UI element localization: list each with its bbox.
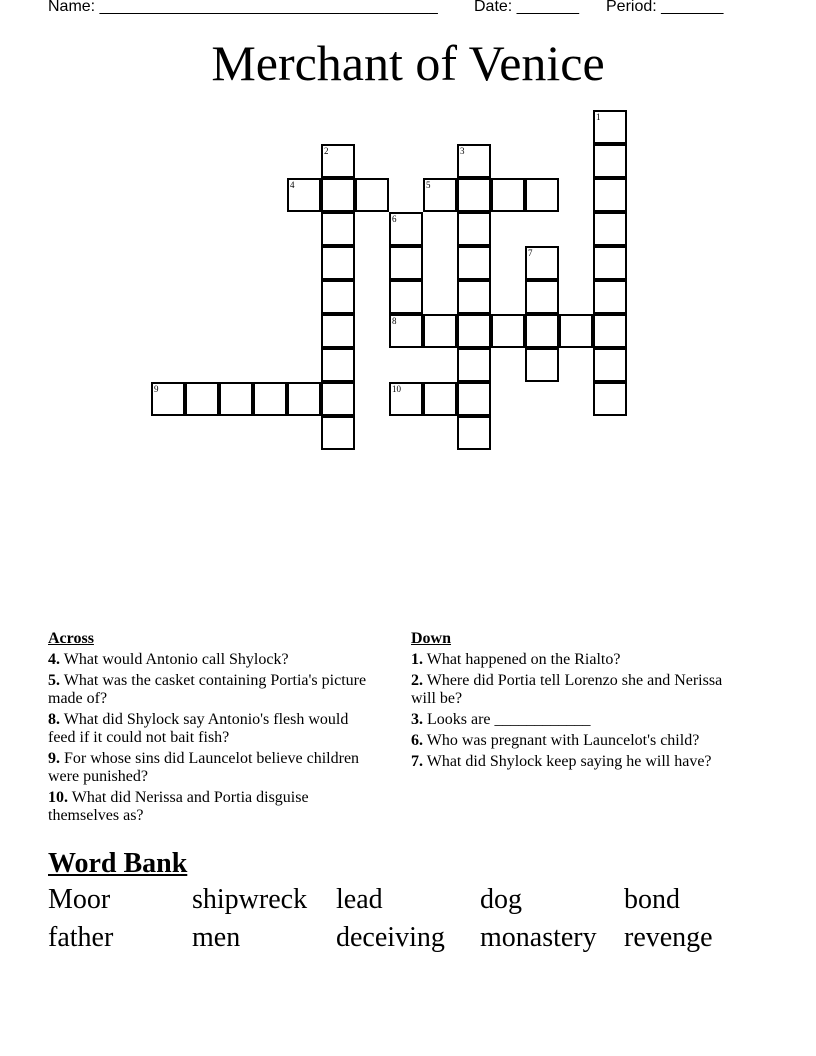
word-bank-word: monastery [480,922,597,953]
clue-number: 3. [411,711,423,728]
clue-number: 4. [48,651,60,668]
crossword-cell[interactable] [593,314,627,348]
crossword-cell[interactable] [321,382,355,416]
clue-number-label: 8 [392,316,397,326]
crossword-cell[interactable] [593,178,627,212]
clue-number-label: 7 [528,248,533,258]
down-heading: Down [411,630,452,647]
crossword-cell[interactable] [287,178,321,212]
word-bank-word: dog [480,884,522,915]
clue-number: 9. [48,750,60,767]
word-bank-word: men [192,922,241,953]
crossword-cell[interactable] [457,178,491,212]
crossword-cell[interactable] [185,382,219,416]
crossword-cell[interactable] [321,212,355,246]
crossword-cell[interactable] [423,314,457,348]
word-bank-title: Word Bank [48,848,188,879]
word-bank-word: deceiving [336,922,445,953]
across-heading: Across [48,630,94,647]
crossword-cell[interactable] [593,212,627,246]
down-clue [411,672,741,708]
crossword-cell[interactable] [423,178,457,212]
clue-number-label: 10 [392,384,401,394]
clue-number: 2. [411,672,423,689]
clue-number-label: 3 [460,146,465,156]
crossword-cell[interactable] [525,246,559,280]
down-clues [411,630,741,774]
crossword-cell[interactable] [321,246,355,280]
across-clues [48,630,378,828]
word-bank-word: shipwreck [192,884,308,915]
crossword-cell[interactable] [151,382,185,416]
clue-number: 1. [411,651,423,668]
clue-number-label: 2 [324,146,329,156]
clue-number-label: 4 [290,180,295,190]
clue-text: What was the casket containing Portia's picture made of? [48,672,367,707]
crossword-cell[interactable] [593,144,627,178]
crossword-cell[interactable] [457,348,491,382]
crossword-cell[interactable] [593,348,627,382]
across-clue [48,750,378,786]
crossword-cell[interactable] [457,144,491,178]
clue-text: What did Shylock keep saying he will have? [426,753,712,770]
crossword-cell[interactable] [457,416,491,450]
crossword-cell[interactable] [525,348,559,382]
down-clue [411,753,741,771]
crossword-cell[interactable] [559,314,593,348]
crossword-cell[interactable] [321,348,355,382]
crossword-cell[interactable] [593,110,627,144]
crossword-cell[interactable] [593,246,627,280]
page-title: Merchant of Venice [211,35,605,91]
crossword-cell[interactable] [389,280,423,314]
word-bank-word: revenge [624,922,713,953]
clue-text: What would Antonio call Shylock? [63,651,289,668]
clue-text: Where did Portia tell Lorenzo she and Nerissa will be? [411,672,723,707]
across-clue [48,651,378,669]
crossword-cell[interactable] [491,314,525,348]
word-bank-word: Moor [48,884,111,915]
crossword-cell[interactable] [219,382,253,416]
clue-text: Who was pregnant with Launcelot's child? [426,732,700,749]
clue-text: What did Nerissa and Portia disguise themselves as? [48,789,309,824]
word-bank-word: lead [336,884,383,915]
crossword-cell[interactable] [457,314,491,348]
crossword-cell[interactable] [457,212,491,246]
clue-number: 5. [48,672,60,689]
clue-text: Looks are ____________ [427,711,591,728]
crossword-cell[interactable] [253,382,287,416]
crossword-cell[interactable] [457,280,491,314]
clue-number-label: 5 [426,180,431,190]
crossword-cell[interactable] [321,178,355,212]
crossword-cell[interactable] [389,314,423,348]
across-clue [48,711,378,747]
clue-number: 10. [48,789,68,806]
clue-number-label: 1 [596,112,601,122]
word-bank-word: bond [624,884,680,915]
clue-text: What happened on the Rialto? [426,651,621,668]
period-field[interactable]: Period: _______ [606,0,724,15]
crossword-cell[interactable] [423,382,457,416]
crossword-cell[interactable] [287,382,321,416]
clue-number-label: 9 [154,384,159,394]
crossword-cell[interactable] [457,246,491,280]
clue-text: What did Shylock say Antonio's flesh would feed if it could not bait fish? [48,711,349,746]
across-clue [48,789,378,825]
clue-text: For whose sins did Launcelot believe children were punished? [48,750,360,785]
clue-number: 8. [48,711,60,728]
crossword-cell[interactable] [525,280,559,314]
crossword-grid [0,0,816,470]
name-field[interactable]: Name: ______________________________________ [48,0,438,15]
date-field[interactable]: Date: _______ [474,0,579,15]
crossword-cell[interactable] [355,178,389,212]
crossword-cell[interactable] [457,382,491,416]
down-clue [411,651,741,669]
crossword-cell[interactable] [593,280,627,314]
down-clue [411,711,741,729]
crossword-cell[interactable] [389,382,423,416]
crossword-cell[interactable] [525,178,559,212]
across-clue [48,672,378,708]
clue-number-label: 6 [392,214,397,224]
clue-number: 7. [411,753,423,770]
crossword-cell[interactable] [525,314,559,348]
crossword-cell[interactable] [321,144,355,178]
down-clue [411,732,741,750]
crossword-cell[interactable] [321,280,355,314]
crossword-cell[interactable] [491,178,525,212]
crossword-cell[interactable] [389,212,423,246]
word-bank-word: father [48,922,114,953]
crossword-cell[interactable] [593,382,627,416]
crossword-cell[interactable] [321,314,355,348]
crossword-cell[interactable] [321,416,355,450]
clue-number: 6. [411,732,423,749]
crossword-cell[interactable] [389,246,423,280]
